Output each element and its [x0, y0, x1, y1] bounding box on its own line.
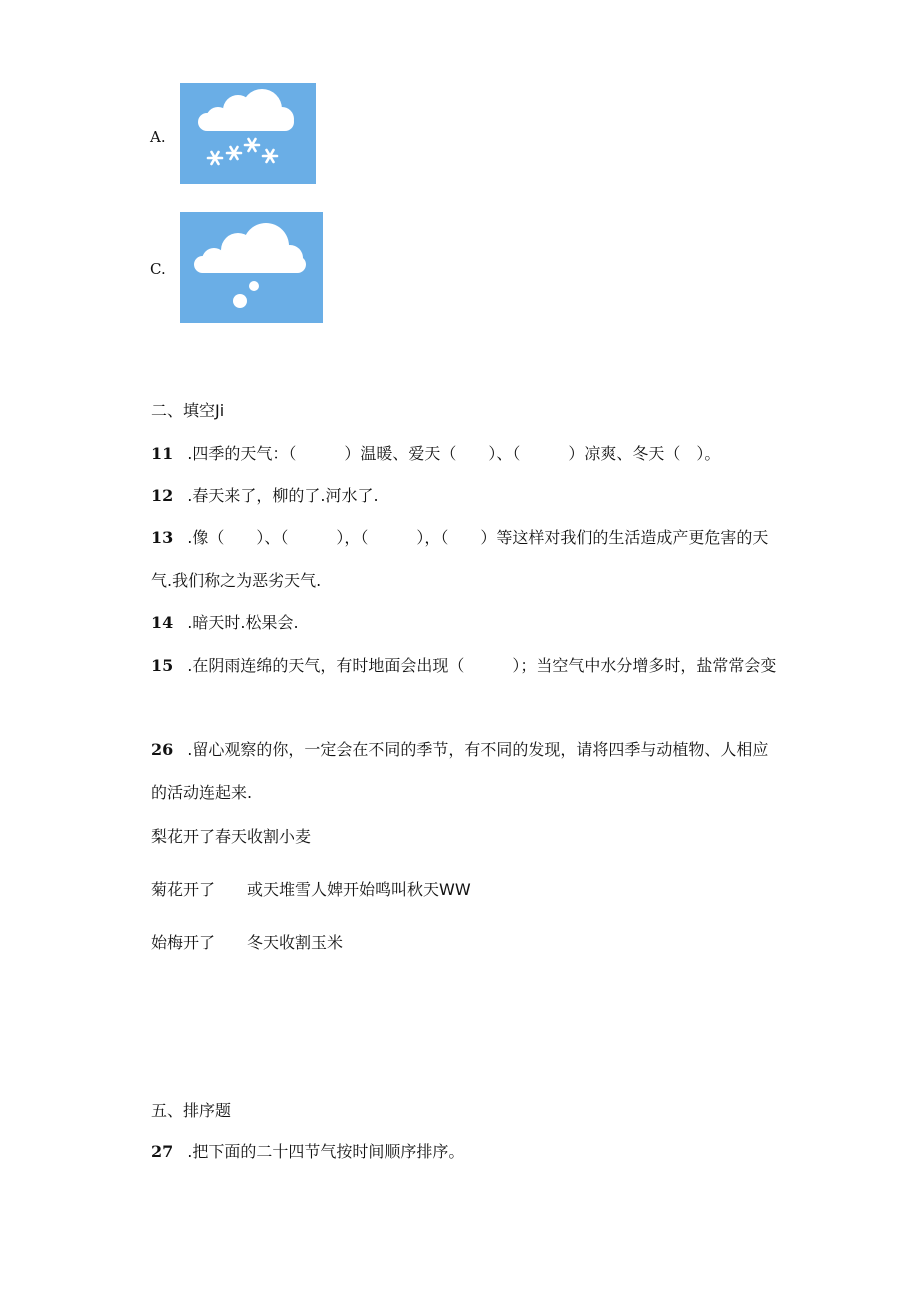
option-c-label: C.	[150, 260, 166, 278]
question-number: 26	[151, 740, 174, 759]
question-number: 11	[151, 444, 174, 463]
question-26-continued: 的活动连起来.	[151, 783, 253, 802]
match-row-3-right: 冬天收割玉米	[247, 933, 344, 952]
match-row-2-right: 或天堆雪人婢开始鸣叫秋天WW	[247, 880, 471, 899]
question-number: 15	[151, 656, 174, 675]
question-15	[151, 656, 776, 676]
option-a-label: A.	[150, 128, 166, 146]
question-12	[151, 486, 379, 506]
question-number: 14	[151, 613, 174, 632]
match-row-3-left: 始梅开了	[151, 933, 216, 952]
question-text: .暗天时.松果会.	[187, 613, 299, 632]
question-text: .在阴雨连绵的天气，有时地面会出现（ ）；当空气中水分增多时，盐常常会变	[187, 656, 777, 675]
cloud-snowflakes-icon	[180, 83, 316, 184]
question-text: .把下面的二十四节气按时间顺序排序。	[187, 1142, 465, 1161]
section-title-fill-blank: 二、填空Ji	[151, 401, 225, 420]
question-text: .四季的天气：（ ）温暖、爱天（ ）、（ ）凉爽、冬天（ ）。	[187, 444, 721, 463]
section-title-sorting: 五、排序题	[151, 1101, 232, 1120]
question-13-continued: 气.我们称之为恶劣天气.	[151, 571, 322, 590]
question-number: 13	[151, 528, 174, 547]
question-14	[151, 613, 299, 633]
cloud-hail-icon	[180, 212, 323, 323]
question-number: 12	[151, 486, 174, 505]
question-number: 27	[151, 1142, 174, 1161]
match-row-1: 梨花开了春天收割小麦	[151, 827, 312, 846]
question-text: .留心观察的你，一定会在不同的季节，有不同的发现，请将四季与动植物、人相应	[187, 740, 769, 759]
question-27	[151, 1142, 464, 1162]
question-text: .春天来了，柳的了.河水了.	[187, 486, 379, 505]
match-row-2-left: 菊花开了	[151, 880, 216, 899]
question-13	[151, 528, 768, 548]
question-text: .像（ ）、（ ），（ ），（ ）等这样对我们的生活造成产更危害的天	[187, 528, 769, 547]
question-11	[151, 444, 720, 464]
question-26	[151, 740, 768, 760]
